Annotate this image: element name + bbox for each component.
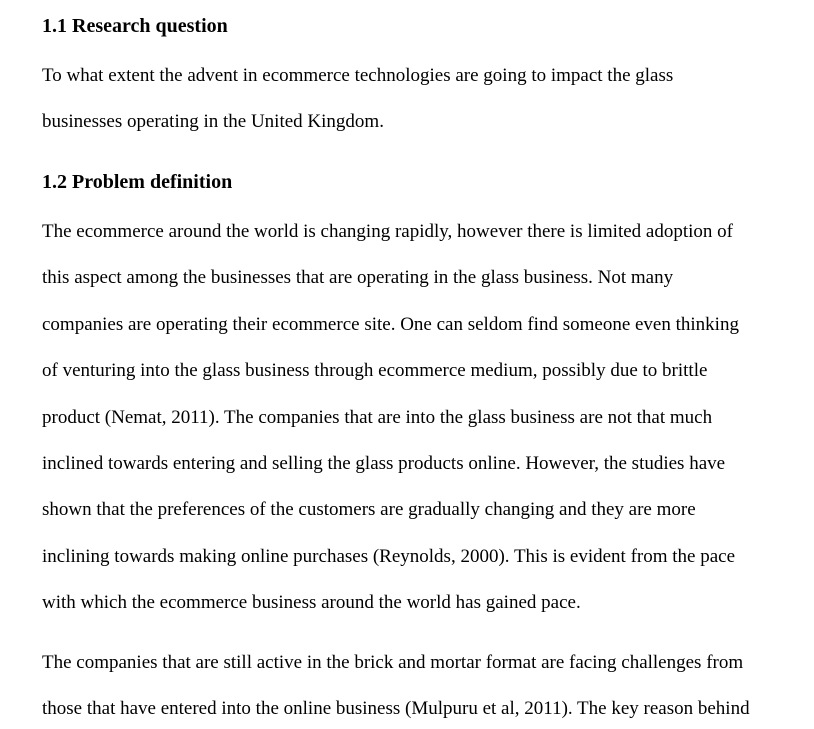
paragraph-line: businesses operating in the United Kingdom. xyxy=(42,111,384,132)
paragraph-line: To what extent the advent in ecommerce technologies are going to impact the glass xyxy=(42,65,674,86)
paragraph-line: with which the ecommerce business around the world has gained pace. xyxy=(42,592,581,613)
section-heading-research-question: 1.1 Research question xyxy=(42,15,228,37)
paragraph-line: The companies that are still active in the brick and mortar format are facing challenges from xyxy=(42,652,744,673)
paragraph-line: those that have entered into the online business (Mulpuru et al, 2011). The key reason behind xyxy=(42,698,750,719)
paragraph-line: this aspect among the businesses that are operating in the glass business. Not many xyxy=(42,267,674,288)
paragraph-line: companies are operating their ecommerce site. One can seldom find someone even thinking xyxy=(42,314,739,335)
paragraph-line: of venturing into the glass business through ecommerce medium, possibly due to brittle xyxy=(42,360,708,381)
paragraph-line: product (Nemat, 2011). The companies that are into the glass business are not that much xyxy=(42,407,713,428)
paragraph-line: The ecommerce around the world is changing rapidly, however there is limited adoption of xyxy=(42,221,733,242)
paragraph-line: inclined towards entering and selling the glass products online. However, the studies have xyxy=(42,453,726,474)
section-heading-problem-definition: 1.2 Problem definition xyxy=(42,171,233,193)
paragraph-line: shown that the preferences of the customers are gradually changing and they are more xyxy=(42,499,696,520)
paragraph-line: inclining towards making online purchases (Reynolds, 2000). This is evident from the pace xyxy=(42,546,736,567)
